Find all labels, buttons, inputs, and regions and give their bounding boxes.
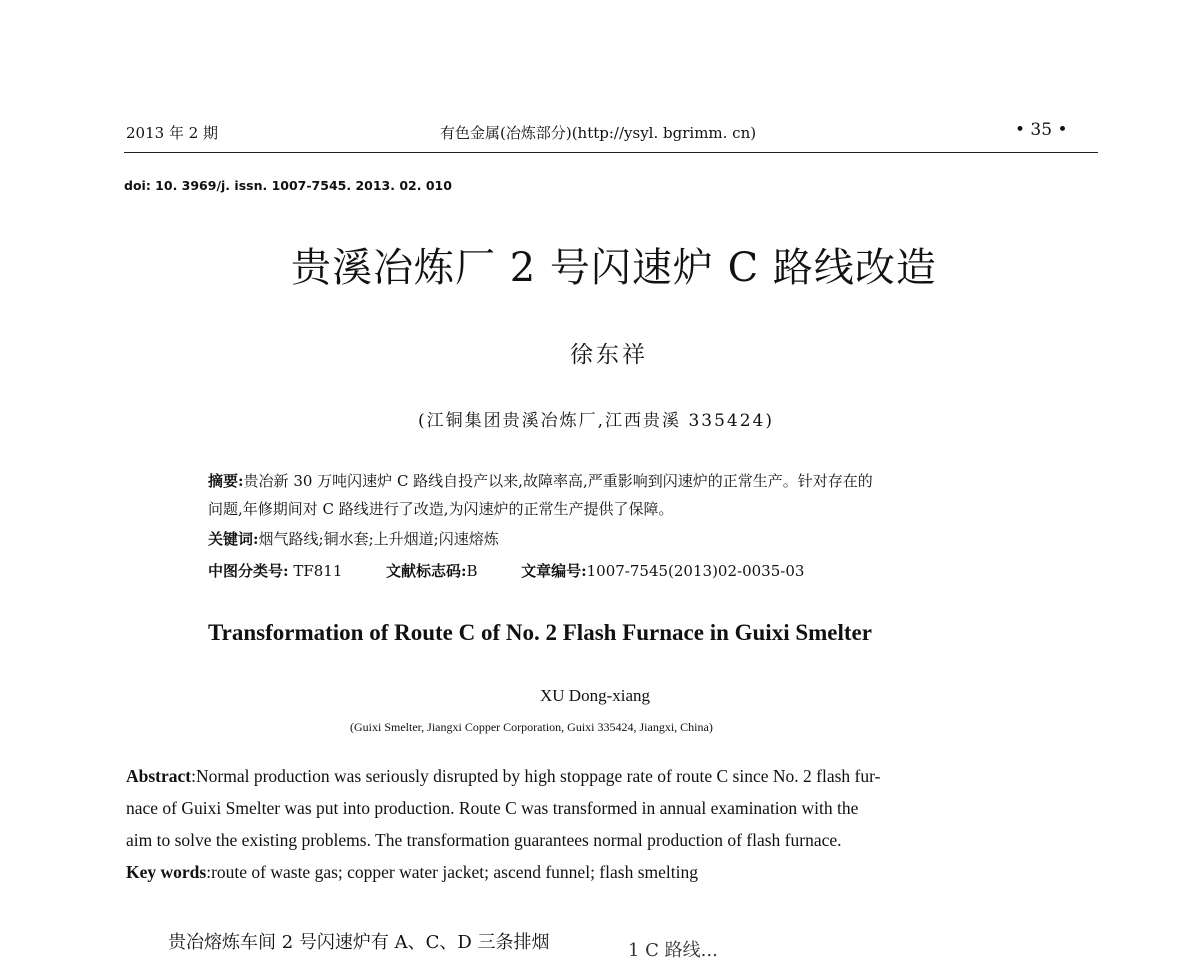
en-abstract-line1: [126, 766, 880, 787]
clc-value: TF811: [293, 562, 343, 580]
header-issue: 2013 年 2 期: [126, 124, 219, 142]
en-abstract-text-1: :Normal production was seriously disrupted by high stoppage rate of route C since No. 2 flash fur-: [191, 766, 881, 786]
en-abstract-line3: aim to solve the existing problems. The transformation guarantees normal production of flash furnace.: [126, 830, 842, 850]
en-keywords-label: Key words: [126, 862, 207, 882]
header-journal: 有色金属(冶炼部分)(http://ysyl. bgrimm. cn): [440, 124, 757, 142]
en-title: Transformation of Route C of No. 2 Flash Furnace in Guixi Smelter: [208, 620, 872, 645]
cn-abstract-text-1: 贵冶新 30 万吨闪速炉 C 路线自投产以来,故障率高,严重影响到闪速炉的正常生产。针对存在的: [243, 472, 873, 490]
body-right-heading-fragment: 1 C 路线...: [628, 940, 718, 961]
header-page-number: • 35 •: [1015, 120, 1068, 140]
cn-abstract-line1: [208, 470, 873, 491]
clc-label: 中图分类号:: [208, 562, 289, 580]
cn-abstract-label: 摘要:: [208, 472, 244, 490]
en-keywords: [126, 862, 698, 883]
cn-affiliation: (江铜集团贵溪冶炼厂,江西贵溪 335424): [418, 411, 774, 431]
doc-code-value: B: [466, 562, 478, 580]
en-keywords-text: :route of waste gas; copper water jacket; ascend funnel; flash smelting: [206, 862, 698, 882]
en-author: XU Dong-xiang: [540, 686, 651, 705]
article-no-label: 文章编号:: [521, 562, 587, 580]
cn-title: 贵溪冶炼厂 2 号闪速炉 C 路线改造: [291, 245, 937, 291]
cn-classification: [208, 560, 804, 581]
cn-keywords: [208, 528, 499, 549]
doi: doi: 10. 3969/j. issn. 1007-7545. 2013. 02. 010: [124, 178, 452, 193]
doc-code-label: 文献标志码:: [385, 562, 467, 580]
cn-keywords-text: 烟气路线;铜水套;上升烟道;闪速熔炼: [258, 530, 499, 548]
en-abstract-label: Abstract: [126, 766, 192, 786]
cn-keywords-label: 关键词:: [208, 530, 259, 548]
en-affiliation: (Guixi Smelter, Jiangxi Copper Corporation, Guixi 335424, Jiangxi, China): [350, 720, 713, 734]
cn-author: 徐东祥: [570, 342, 648, 368]
cn-abstract-line2: 问题,年修期间对 C 路线进行了改造,为闪速炉的正常生产提供了保障。: [208, 500, 674, 518]
article-no-value: 1007-7545(2013)02-0035-03: [586, 562, 805, 580]
header-rule: [124, 152, 1098, 153]
en-abstract-line2: nace of Guixi Smelter was put into production. Route C was transformed in annual examination with the: [126, 798, 859, 818]
body-first-line: 贵冶熔炼车间 2 号闪速炉有 A、C、D 三条排烟: [168, 932, 550, 953]
